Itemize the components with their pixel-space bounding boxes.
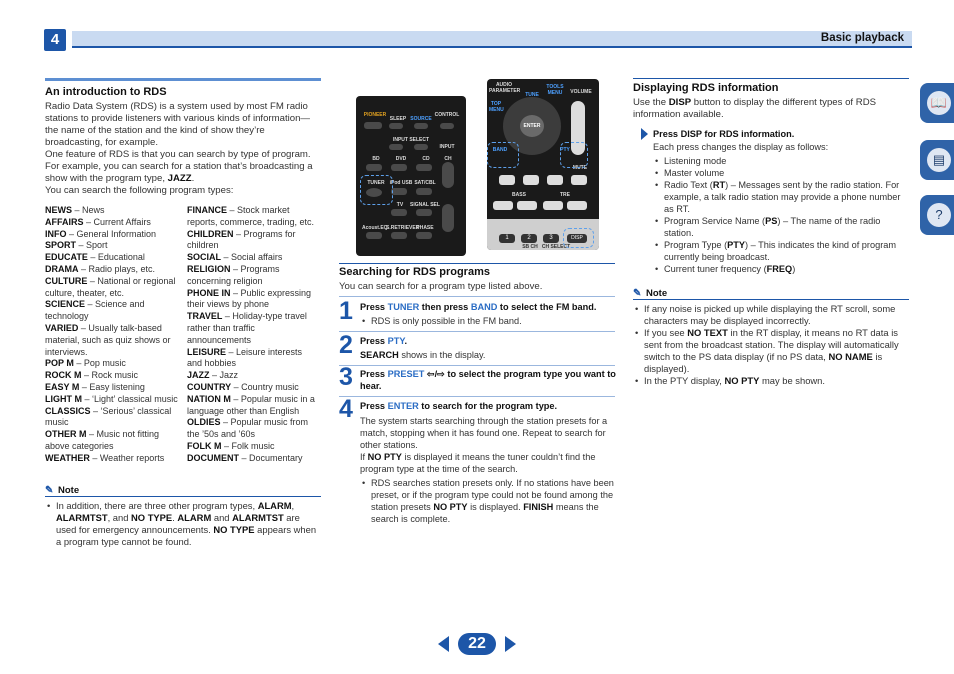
remote-label: TOOLS MENU [546,84,564,96]
remote-label: CH SELECT [541,244,571,250]
chapter-number-badge: 4 [44,29,66,51]
step-number: 4 [339,395,353,423]
program-types-list-1 [45,205,180,465]
next-page-arrow-icon[interactable] [505,636,516,652]
step-divider [339,296,615,297]
program-type-item: CULTURE – National or regional culture, theater, etc. [45,275,176,298]
program-type-item: CHILDREN – Programs for children [187,228,296,251]
program-type-item: ROCK M – Rock music [45,370,139,381]
heading-searching-rds: Searching for RDS programs [339,266,490,278]
remote-label: 1 [499,234,515,243]
remote-label: TUNE [525,92,539,98]
program-type-item: LEISURE – Leisure interests and hobbies [187,346,303,369]
remote-label: INPUT SELECT [392,137,430,143]
remote-label: CH [444,156,452,162]
program-type-item: JAZZ – Jazz [187,370,239,381]
remote-label: Acoust.EQ [362,225,388,231]
program-type-item: AFFAIRS – Current Affairs [45,216,151,227]
program-type-item: SPORT – Sport [45,240,108,251]
step-number: 2 [339,331,353,359]
step-3: Press PRESET ⇦/⇨ to select the program type you want to hear. [360,369,616,391]
program-type-item: FOLK M – Folk music [187,440,275,451]
step-1-bullet: • RDS is only possible in the FM band. [360,315,616,327]
remote-label: SLEEP [389,116,407,122]
remote-label: TUNER [367,180,385,186]
step-1: Press TUNER then press BAND to select the FM band. • RDS is only possible in the FM band. [360,301,616,327]
band-button-highlight [487,142,519,168]
program-type-item: OTHER M – Music not fitting above categories [45,429,160,451]
note-item: • In addition, there are three other program types, ALARM, ALARMTST, and NO TYPE. ALARM and ALARMTST are used for emergency announcements. NO TYPE appears when a program type cannot be found. [45,500,321,548]
remote-label: CD [422,156,430,162]
tuner-button-highlight [360,175,393,205]
program-type-item: NATION M – Popular music in a language other than English [187,393,315,416]
remote-label: BD [372,156,380,162]
note-divider [633,299,909,300]
book-icon: 📖 [927,91,951,115]
section-divider [633,78,909,79]
intro-paragraph-2: One feature of RDS is that you can search by type of program. For example, you can search for a station that’s broadcasting a show with the program type, JAZZ. [45,149,313,184]
program-type-item: EASY M – Easy listening [45,381,145,392]
help-icon: ? [927,203,951,227]
page-number: 22 [458,633,496,655]
step-divider [339,396,615,397]
note-item: • In the PTY display, NO PTY may be shown. [633,375,910,387]
section-divider [45,78,321,81]
step-divider [339,331,615,332]
remote-label: TRE [560,192,570,198]
intro-paragraph-1: Radio Data System (RDS) is a system used by most FM radio stations to provide listeners with various kinds of information—the name of the station and the kind of show they’re broadcasting, for example. [45,101,311,148]
remote-label: MUTE [572,165,588,171]
remote-label: SB CH [522,244,538,250]
remote-label: PTY [560,147,570,153]
page-section-title: Basic playback [820,32,904,44]
note-item: • If you see NO TEXT in the RT display, it means no RT data is sent from the broadcast station. The display will automatically switch to the PS data display (if no PS data, NO NAME is displayed). [633,327,910,375]
remote-label: TOP MENU [489,101,504,113]
remote-label: PIONEER [363,112,387,118]
receiver-icon: ▤ [927,148,951,172]
program-type-item: EDUCATE – Educational [45,252,145,263]
displaying-intro: Use the DISP button to display the different types of RDS information available. [633,97,877,120]
program-type-item: SOCIAL – Social affairs [187,252,283,263]
note-label: ✎ Note [45,485,80,496]
enter-button: ENTER [520,115,544,137]
remote-label: INPUT [439,144,455,150]
heading-displaying-rds: Displaying RDS information [633,82,779,94]
side-tab-faq[interactable] [920,195,954,235]
note-label: ✎ Note [633,288,668,299]
program-type-item: WEATHER – Weather reports [45,452,165,463]
intro-text [45,101,323,197]
searching-intro: You can search for a program type listed above. [339,281,543,292]
remote-label: CONTROL [434,112,460,118]
step-4: Press ENTER to search for the program type. The system starts searching through the station presets for a match, stopping when it has found one. Repeat to search for other stations. If NO PTY is displayed it means the tuner couldn’t find the program type at the time of the search. • RDS searches station presets only. If no stations have been preset, or if the program type could not be found among the station presets NO PTY is displayed. FINISH means the search is complete. [360,400,616,525]
step-4-bullet: • RDS searches station presets only. If no stations have been preset, or if the program type could not be found among the station presets NO PTY is displayed. FINISH means the search is complete. [360,477,616,525]
note-item: • If any noise is picked up while displaying the RT scroll, some characters may be displayed incorrectly. [633,303,910,327]
step-number: 3 [339,363,353,391]
note-list [45,500,321,548]
program-types-list-2 [187,205,319,465]
program-type-item: CLASSICS – ‘Serious’ classical music [45,405,172,428]
program-type-item: FINANCE – Stock market reports, commerce, trading, etc. [187,205,315,227]
program-type-item: RELIGION – Programs concerning religion [187,263,280,286]
remote-label: AUDIO PARAMETER [489,82,521,94]
note-divider [45,496,321,497]
pencil-icon: ✎ [633,288,642,299]
rds-display-item: • Program Service Name (PS) – The name of the radio station. [653,215,910,239]
heading-intro-rds: An introduction to RDS [45,86,167,98]
program-type-item: PHONE IN – Public expressing their views by phone [187,287,312,310]
rds-display-item: • Program Type (PTY) – This indicates the kind of program currently being broadcast. [653,239,910,263]
remote-label: SIGNAL SEL [410,202,440,208]
program-type-item: DOCUMENT – Documentary [187,452,303,463]
intro-paragraph-3: You can search the following program types: [45,185,234,196]
pty-button-highlight [560,142,588,168]
remote-label: BAND [492,147,508,153]
program-type-item: SCIENCE – Science and technology [45,299,145,322]
program-type-item: COUNTRY – Country music [187,381,299,392]
program-type-item: NEWS – News [45,205,105,215]
rds-display-item: • Master volume [653,167,910,179]
remote-label: iPod USB [389,180,413,186]
remote-label: SOURCE [410,116,432,122]
remote-label: SAT/CBL [414,180,436,186]
remote-label: TV [396,202,404,208]
program-type-item: TRAVEL – Holiday-type travel rather than traffic announcements [187,311,307,345]
rds-display-item: • Radio Text (RT) – Messages sent by the radio station. For example, a talk radio station may provide a phone number as RT. [653,179,910,215]
previous-page-arrow-icon[interactable] [438,636,449,652]
remote-label: S.RETRIEVER [386,225,420,231]
header-bar [72,31,912,48]
remote-label: VOLUME [570,89,592,95]
remote-label: PHASE [416,225,434,231]
side-tab-contents[interactable] [920,83,954,123]
side-tab-operations[interactable] [920,140,954,180]
step-arrow-icon [641,128,648,140]
remote-label: BASS [512,192,526,198]
rds-display-item: • Listening mode [653,155,910,167]
section-divider [339,263,615,264]
pencil-icon: ✎ [45,485,54,496]
program-type-item: POP M – Pop music [45,358,126,369]
program-type-item: OLDIES – Popular music from the ’50s and ’60s [187,417,309,440]
program-type-item: LIGHT M – ‘Light’ classical music [45,393,178,404]
disp-button-highlight [563,228,594,248]
remote-label: 3 [543,234,559,243]
disp-step: Press DISP for RDS information. Each press changes the display as follows: • Listening mode • Master volume • Radio Text (RT) – Messages sent by the radio station. For example, a talk radio station may provide a phone number as RT. • Program Service Name (PS) – The name of the radio station. • Program Type (PTY) – This indicates the kind of program currently being broadcast. • Current tuner frequency (FREQ) [653,128,910,275]
program-type-item: VARIED – Usually talk-based material, such as quiz shows or interviews. [45,322,171,357]
remote-label: 2 [521,234,537,243]
step-number: 1 [339,297,353,325]
remote-label: DISP [567,234,587,243]
note-list [633,303,910,387]
program-type-item: DRAMA – Radio plays, etc. [45,263,156,274]
rds-display-list [653,155,910,275]
step-divider [339,365,615,366]
program-type-item: INFO – General Information [45,228,157,239]
rds-display-item: • Current tuner frequency (FREQ) [653,263,910,275]
step-2: Press PTY. SEARCH shows in the display. [360,336,486,360]
remote-label: DVD [395,156,407,162]
